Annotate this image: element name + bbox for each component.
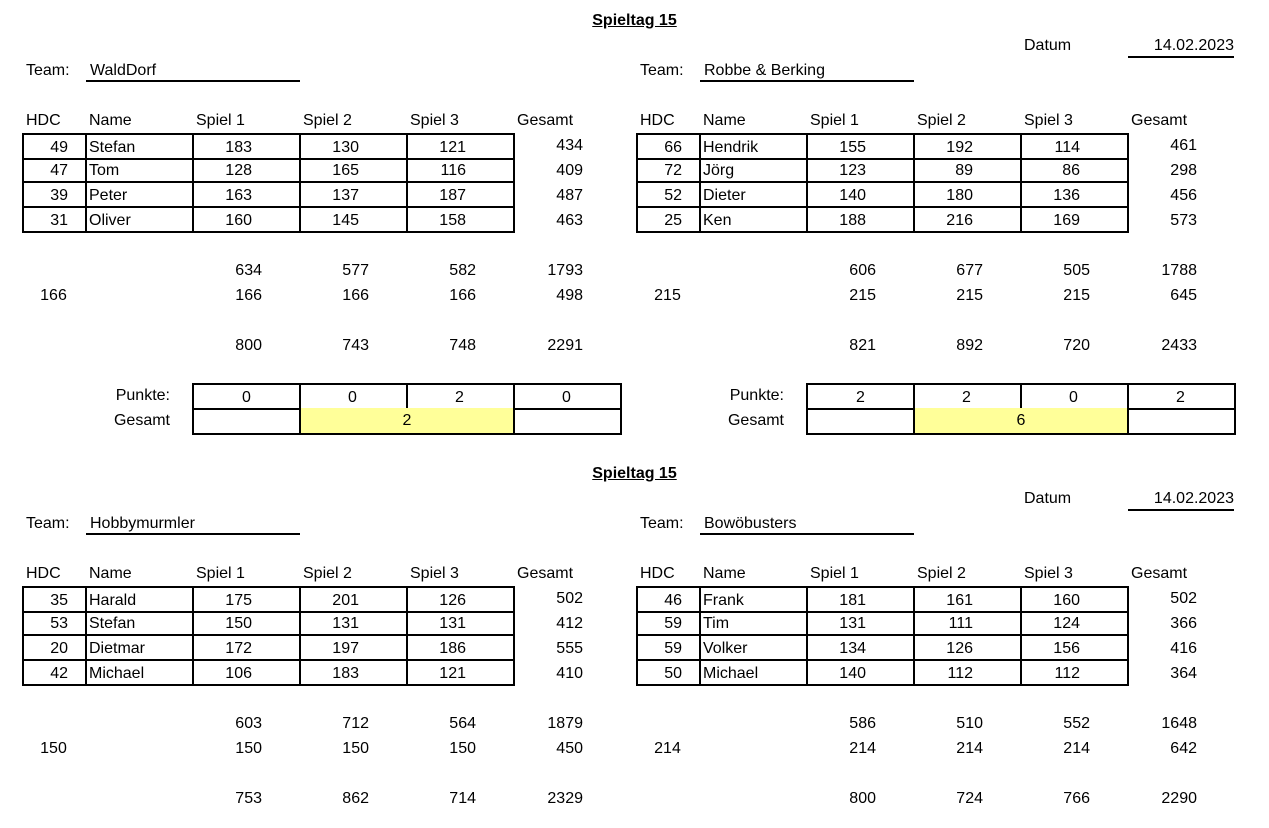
grand-total-row-value: 821 <box>849 337 876 354</box>
player-score-cell: 131 <box>806 611 915 636</box>
player-score-cell: 140 <box>806 661 915 686</box>
player-hdc-cell: 53 <box>22 611 87 636</box>
column-header: Spiel 3 <box>410 565 459 582</box>
punkte-cell: 0 <box>1020 383 1129 410</box>
column-header: Name <box>89 565 132 582</box>
player-total: 364 <box>1170 665 1197 682</box>
player-total: 502 <box>1170 590 1197 607</box>
team-label: Team: <box>26 515 70 532</box>
player-hdc-cell: 50 <box>636 661 701 686</box>
sum-row-value: 1793 <box>547 262 583 279</box>
player-hdc-cell: 59 <box>636 611 701 636</box>
player-score-cell: 114 <box>1020 133 1129 160</box>
player-name-cell: Michael <box>85 661 194 686</box>
column-header: HDC <box>26 565 61 582</box>
grand-total-row-value: 800 <box>235 337 262 354</box>
grand-total-row-value: 892 <box>956 337 983 354</box>
hdc-row-value: 642 <box>1170 740 1197 757</box>
sum-row-value: 1879 <box>547 715 583 732</box>
player-score-cell: 156 <box>1020 636 1129 661</box>
player-hdc-cell: 47 <box>22 158 87 183</box>
section-title: Spieltag 15 <box>592 12 677 29</box>
player-name-cell: Volker <box>699 636 808 661</box>
column-header: Spiel 1 <box>196 112 245 129</box>
player-score-cell: 86 <box>1020 158 1129 183</box>
hdc-row-value: 166 <box>449 287 476 304</box>
player-total: 555 <box>556 640 583 657</box>
player-total: 409 <box>556 162 583 179</box>
grand-total-row-value: 714 <box>449 790 476 807</box>
hdc-row-value: 450 <box>556 740 583 757</box>
player-hdc-cell: 49 <box>22 133 87 160</box>
grand-total-row-value: 766 <box>1063 790 1090 807</box>
player-score-cell: 112 <box>1020 661 1129 686</box>
column-header: Spiel 1 <box>196 565 245 582</box>
player-total: 366 <box>1170 615 1197 632</box>
player-name-cell: Ken <box>699 208 808 233</box>
hdc-row-value: 215 <box>956 287 983 304</box>
player-score-cell: 172 <box>192 636 301 661</box>
player-score-cell: 197 <box>299 636 408 661</box>
column-header: Gesamt <box>1131 565 1188 582</box>
team-label: Team: <box>26 62 70 79</box>
player-score-cell: 130 <box>299 133 408 160</box>
player-total: 502 <box>556 590 583 607</box>
punkte-label: Punkte: <box>729 387 784 404</box>
player-score-cell: 116 <box>406 158 515 183</box>
player-score-cell: 136 <box>1020 183 1129 208</box>
column-header: Spiel 1 <box>810 565 859 582</box>
sum-row-value: 1788 <box>1161 262 1197 279</box>
team-name: Hobbymurmler <box>86 511 300 535</box>
player-name-cell: Stefan <box>85 133 194 160</box>
grand-total-row-value: 753 <box>235 790 262 807</box>
hdc-row-value: 214 <box>956 740 983 757</box>
hdc-row-value: 150 <box>235 740 262 757</box>
player-total: 298 <box>1170 162 1197 179</box>
gesamt-empty-right <box>513 408 622 435</box>
player-score-cell: 160 <box>1020 586 1129 613</box>
gesamt-empty-right <box>1127 408 1236 435</box>
player-total: 456 <box>1170 187 1197 204</box>
player-score-cell: 169 <box>1020 208 1129 233</box>
player-name-cell: Harald <box>85 586 194 613</box>
player-name-cell: Jörg <box>699 158 808 183</box>
player-score-cell: 180 <box>913 183 1022 208</box>
sum-row-value: 582 <box>449 262 476 279</box>
punkte-cell: 2 <box>1127 383 1236 410</box>
player-score-cell: 137 <box>299 183 408 208</box>
player-total: 416 <box>1170 640 1197 657</box>
player-total: 487 <box>556 187 583 204</box>
player-name-cell: Tim <box>699 611 808 636</box>
player-hdc-cell: 46 <box>636 586 701 613</box>
player-score-cell: 112 <box>913 661 1022 686</box>
player-total: 461 <box>1170 137 1197 154</box>
sum-row-value: 603 <box>235 715 262 732</box>
column-header: Gesamt <box>517 565 574 582</box>
hdc-row-value: 498 <box>556 287 583 304</box>
hdc-row-value: 150 <box>449 740 476 757</box>
team-label: Team: <box>640 515 684 532</box>
column-header: HDC <box>26 112 61 129</box>
team-label: Team: <box>640 62 684 79</box>
column-header: HDC <box>640 112 675 129</box>
player-score-cell: 161 <box>913 586 1022 613</box>
player-score-cell: 111 <box>913 611 1022 636</box>
player-score-cell: 131 <box>406 611 515 636</box>
sum-row-value: 510 <box>956 715 983 732</box>
player-total: 412 <box>556 615 583 632</box>
player-hdc-cell: 72 <box>636 158 701 183</box>
hdc-total: 215 <box>654 287 681 304</box>
player-name-cell: Dieter <box>699 183 808 208</box>
player-score-cell: 160 <box>192 208 301 233</box>
hdc-row-value: 214 <box>1063 740 1090 757</box>
datum-label: Datum <box>1024 37 1072 54</box>
player-score-cell: 201 <box>299 586 408 613</box>
gesamt-value: 2 <box>301 408 515 435</box>
hdc-row-value: 166 <box>342 287 369 304</box>
player-score-cell: 165 <box>299 158 408 183</box>
player-score-cell: 186 <box>406 636 515 661</box>
player-hdc-cell: 35 <box>22 586 87 613</box>
player-score-cell: 187 <box>406 183 515 208</box>
grand-total-row-value: 862 <box>342 790 369 807</box>
punkte-cell: 0 <box>192 383 301 410</box>
column-header: Gesamt <box>517 112 574 129</box>
player-hdc-cell: 25 <box>636 208 701 233</box>
player-score-cell: 158 <box>406 208 515 233</box>
player-score-cell: 181 <box>806 586 915 613</box>
player-score-cell: 183 <box>192 133 301 160</box>
player-score-cell: 192 <box>913 133 1022 160</box>
gesamt-label: Gesamt <box>113 412 170 429</box>
gesamt-value: 6 <box>915 408 1129 435</box>
hdc-total: 150 <box>40 740 67 757</box>
player-score-cell: 123 <box>806 158 915 183</box>
gesamt-empty-left <box>192 408 301 435</box>
column-header: Spiel 2 <box>303 565 352 582</box>
hdc-total: 166 <box>40 287 67 304</box>
sum-row-value: 552 <box>1063 715 1090 732</box>
player-hdc-cell: 66 <box>636 133 701 160</box>
column-header: Name <box>703 112 746 129</box>
column-header: Spiel 3 <box>1024 112 1073 129</box>
hdc-row-value: 215 <box>849 287 876 304</box>
player-hdc-cell: 42 <box>22 661 87 686</box>
sum-row-value: 634 <box>235 262 262 279</box>
player-score-cell: 126 <box>406 586 515 613</box>
grand-total-row-value: 743 <box>342 337 369 354</box>
sum-row-value: 564 <box>449 715 476 732</box>
player-total: 410 <box>556 665 583 682</box>
grand-total-row-value: 724 <box>956 790 983 807</box>
grand-total-row-value: 800 <box>849 790 876 807</box>
hdc-total: 214 <box>654 740 681 757</box>
player-score-cell: 121 <box>406 133 515 160</box>
team-name: Robbe & Berking <box>700 58 914 82</box>
player-score-cell: 134 <box>806 636 915 661</box>
column-header: Name <box>89 112 132 129</box>
player-score-cell: 188 <box>806 208 915 233</box>
player-hdc-cell: 39 <box>22 183 87 208</box>
gesamt-empty-left <box>806 408 915 435</box>
datum-value: 14.02.2023 <box>1128 486 1234 511</box>
sum-row-value: 606 <box>849 262 876 279</box>
player-name-cell: Oliver <box>85 208 194 233</box>
player-score-cell: 106 <box>192 661 301 686</box>
team-name: WaldDorf <box>86 58 300 82</box>
sum-row-value: 505 <box>1063 262 1090 279</box>
hdc-row-value: 150 <box>342 740 369 757</box>
player-score-cell: 126 <box>913 636 1022 661</box>
player-name-cell: Peter <box>85 183 194 208</box>
player-score-cell: 163 <box>192 183 301 208</box>
sum-row-value: 577 <box>342 262 369 279</box>
player-score-cell: 150 <box>192 611 301 636</box>
column-header: Spiel 3 <box>410 112 459 129</box>
punkte-cell: 0 <box>299 383 408 410</box>
datum-label: Datum <box>1024 490 1072 507</box>
punkte-cell: 2 <box>913 383 1022 410</box>
player-name-cell: Tom <box>85 158 194 183</box>
player-total: 573 <box>1170 212 1197 229</box>
grand-total-row-value: 2290 <box>1161 790 1197 807</box>
grand-total-row-value: 2329 <box>547 790 583 807</box>
player-hdc-cell: 20 <box>22 636 87 661</box>
player-score-cell: 128 <box>192 158 301 183</box>
punkte-label: Punkte: <box>115 387 170 404</box>
player-name-cell: Hendrik <box>699 133 808 160</box>
column-header: Spiel 2 <box>917 112 966 129</box>
team-name: Bowöbusters <box>700 511 914 535</box>
player-total: 463 <box>556 212 583 229</box>
player-score-cell: 121 <box>406 661 515 686</box>
player-score-cell: 89 <box>913 158 1022 183</box>
sum-row-value: 712 <box>342 715 369 732</box>
player-hdc-cell: 31 <box>22 208 87 233</box>
player-score-cell: 175 <box>192 586 301 613</box>
sum-row-value: 1648 <box>1161 715 1197 732</box>
column-header: Spiel 1 <box>810 112 859 129</box>
column-header: Name <box>703 565 746 582</box>
player-score-cell: 124 <box>1020 611 1129 636</box>
player-name-cell: Michael <box>699 661 808 686</box>
grand-total-row-value: 748 <box>449 337 476 354</box>
hdc-row-value: 166 <box>235 287 262 304</box>
punkte-cell: 2 <box>406 383 515 410</box>
hdc-row-value: 215 <box>1063 287 1090 304</box>
datum-value: 14.02.2023 <box>1128 33 1234 58</box>
sum-row-value: 677 <box>956 262 983 279</box>
player-name-cell: Stefan <box>85 611 194 636</box>
grand-total-row-value: 2291 <box>547 337 583 354</box>
player-score-cell: 140 <box>806 183 915 208</box>
section-title: Spieltag 15 <box>592 465 677 482</box>
hdc-row-value: 214 <box>849 740 876 757</box>
column-header: Spiel 2 <box>303 112 352 129</box>
player-score-cell: 131 <box>299 611 408 636</box>
hdc-row-value: 645 <box>1170 287 1197 304</box>
player-score-cell: 183 <box>299 661 408 686</box>
player-total: 434 <box>556 137 583 154</box>
player-score-cell: 145 <box>299 208 408 233</box>
player-score-cell: 216 <box>913 208 1022 233</box>
grand-total-row-value: 720 <box>1063 337 1090 354</box>
column-header: Gesamt <box>1131 112 1188 129</box>
player-score-cell: 155 <box>806 133 915 160</box>
player-name-cell: Frank <box>699 586 808 613</box>
grand-total-row-value: 2433 <box>1161 337 1197 354</box>
punkte-cell: 0 <box>513 383 622 410</box>
player-hdc-cell: 59 <box>636 636 701 661</box>
column-header: Spiel 2 <box>917 565 966 582</box>
column-header: HDC <box>640 565 675 582</box>
punkte-cell: 2 <box>806 383 915 410</box>
gesamt-label: Gesamt <box>727 412 784 429</box>
player-hdc-cell: 52 <box>636 183 701 208</box>
column-header: Spiel 3 <box>1024 565 1073 582</box>
sum-row-value: 586 <box>849 715 876 732</box>
player-name-cell: Dietmar <box>85 636 194 661</box>
